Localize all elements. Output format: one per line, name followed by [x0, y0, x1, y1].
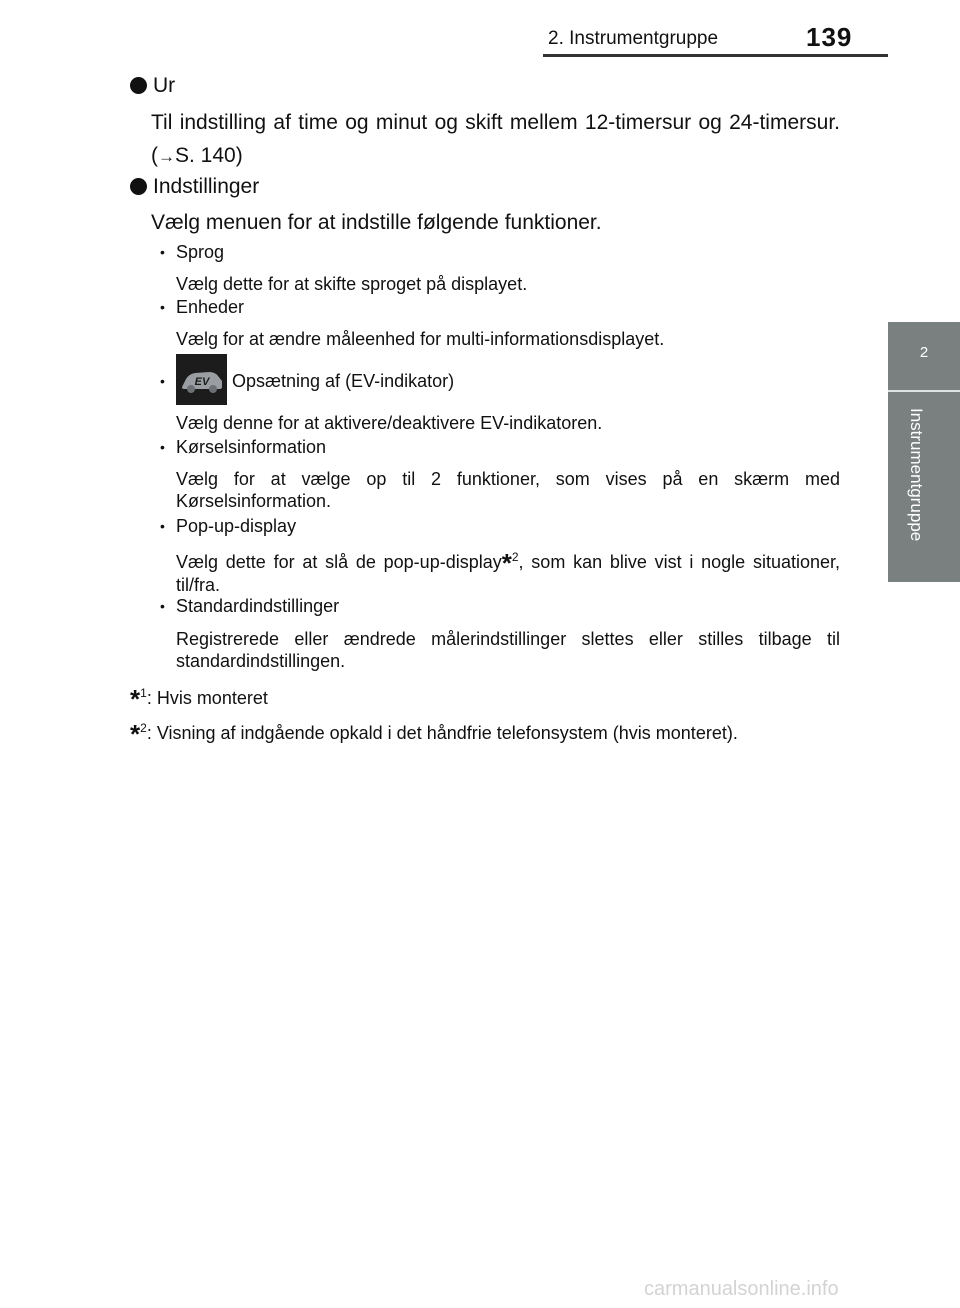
- item-label-ev: Opsætning af (EV-indikator): [232, 371, 455, 391]
- item-desc-text: Vælg dette for at slå de pop-up-display: [176, 552, 502, 572]
- watermark: carmanualsonline.info: [644, 1278, 839, 1300]
- chapter-title: Instrumentgruppe: [907, 408, 926, 542]
- footnote-number: 2: [140, 721, 147, 735]
- section-heading-indstillinger: Indstillinger: [153, 175, 260, 198]
- section-body-ur: [151, 106, 840, 173]
- page-reference-link[interactable]: S. 140): [175, 144, 243, 167]
- item-label-enheder: Enheder: [176, 297, 245, 317]
- item-desc-ev: Vælg denne for at aktivere/deaktivere EV-indikatoren.: [176, 413, 603, 433]
- list-bullet: •: [160, 518, 165, 534]
- item-label-korselsinformation: Kørselsinformation: [176, 437, 327, 457]
- footnote-1: [130, 682, 268, 714]
- item-desc-popup: [176, 546, 840, 596]
- item-desc-enheder: Vælg for at ændre måleenhed for multi-informationsdisplayet.: [176, 329, 665, 349]
- list-bullet: •: [160, 244, 165, 260]
- footnote-2: [130, 717, 738, 749]
- section-heading-ur: Ur: [153, 74, 176, 97]
- list-bullet: •: [160, 373, 165, 389]
- ev-indicator-icon: [176, 354, 227, 405]
- item-label-sprog: Sprog: [176, 242, 225, 262]
- chapter-tab-divider: [888, 390, 960, 392]
- item-label-popup: Pop-up-display: [176, 516, 297, 536]
- section-bullet-icon: [130, 77, 147, 94]
- footnote-ref: 2: [511, 550, 519, 564]
- arrow-icon: →: [158, 147, 175, 166]
- page-number: 139: [806, 22, 853, 52]
- item-desc-standard: Registrerede eller ændrede målerindstillinger slettes eller stilles tilbage til standardindstillingen.: [176, 629, 840, 671]
- footnote-star: *: [501, 548, 512, 578]
- header-rule: [543, 54, 888, 57]
- section-body-text: Til indstilling af time og minut og skift mellem 12-timersur og 24-timersur. (: [151, 111, 840, 167]
- chapter-number: 2: [919, 344, 929, 361]
- footnote-star: *: [130, 719, 141, 749]
- item-label-standard: Standardindstillinger: [176, 596, 340, 616]
- item-desc-korselsinformation: Vælg for at vælge op til 2 funktioner, som vises på en skærm med Kørselsinformation.: [176, 469, 840, 511]
- list-bullet: •: [160, 439, 165, 455]
- footnote-text: : Hvis monteret: [146, 688, 268, 708]
- section-bullet-icon: [130, 178, 147, 195]
- footnote-star: *: [130, 684, 141, 714]
- item-desc-sprog: Vælg dette for at skifte sproget på displayet.: [176, 274, 528, 294]
- list-bullet: •: [160, 598, 165, 614]
- svg-text:EV: EV: [194, 376, 210, 388]
- section-body-indstillinger: Vælg menuen for at indstille følgende funktioner.: [151, 211, 602, 234]
- item-desc-text: , som kan blive vist i nogle situationer, til/fra.: [176, 552, 840, 595]
- list-bullet: •: [160, 299, 165, 315]
- footnote-number: 1: [140, 686, 147, 700]
- footnote-text: : Visning af indgående opkald i det håndfrie telefonsystem (hvis monteret).: [146, 723, 738, 743]
- section-title: 2. Instrumentgruppe: [548, 28, 719, 49]
